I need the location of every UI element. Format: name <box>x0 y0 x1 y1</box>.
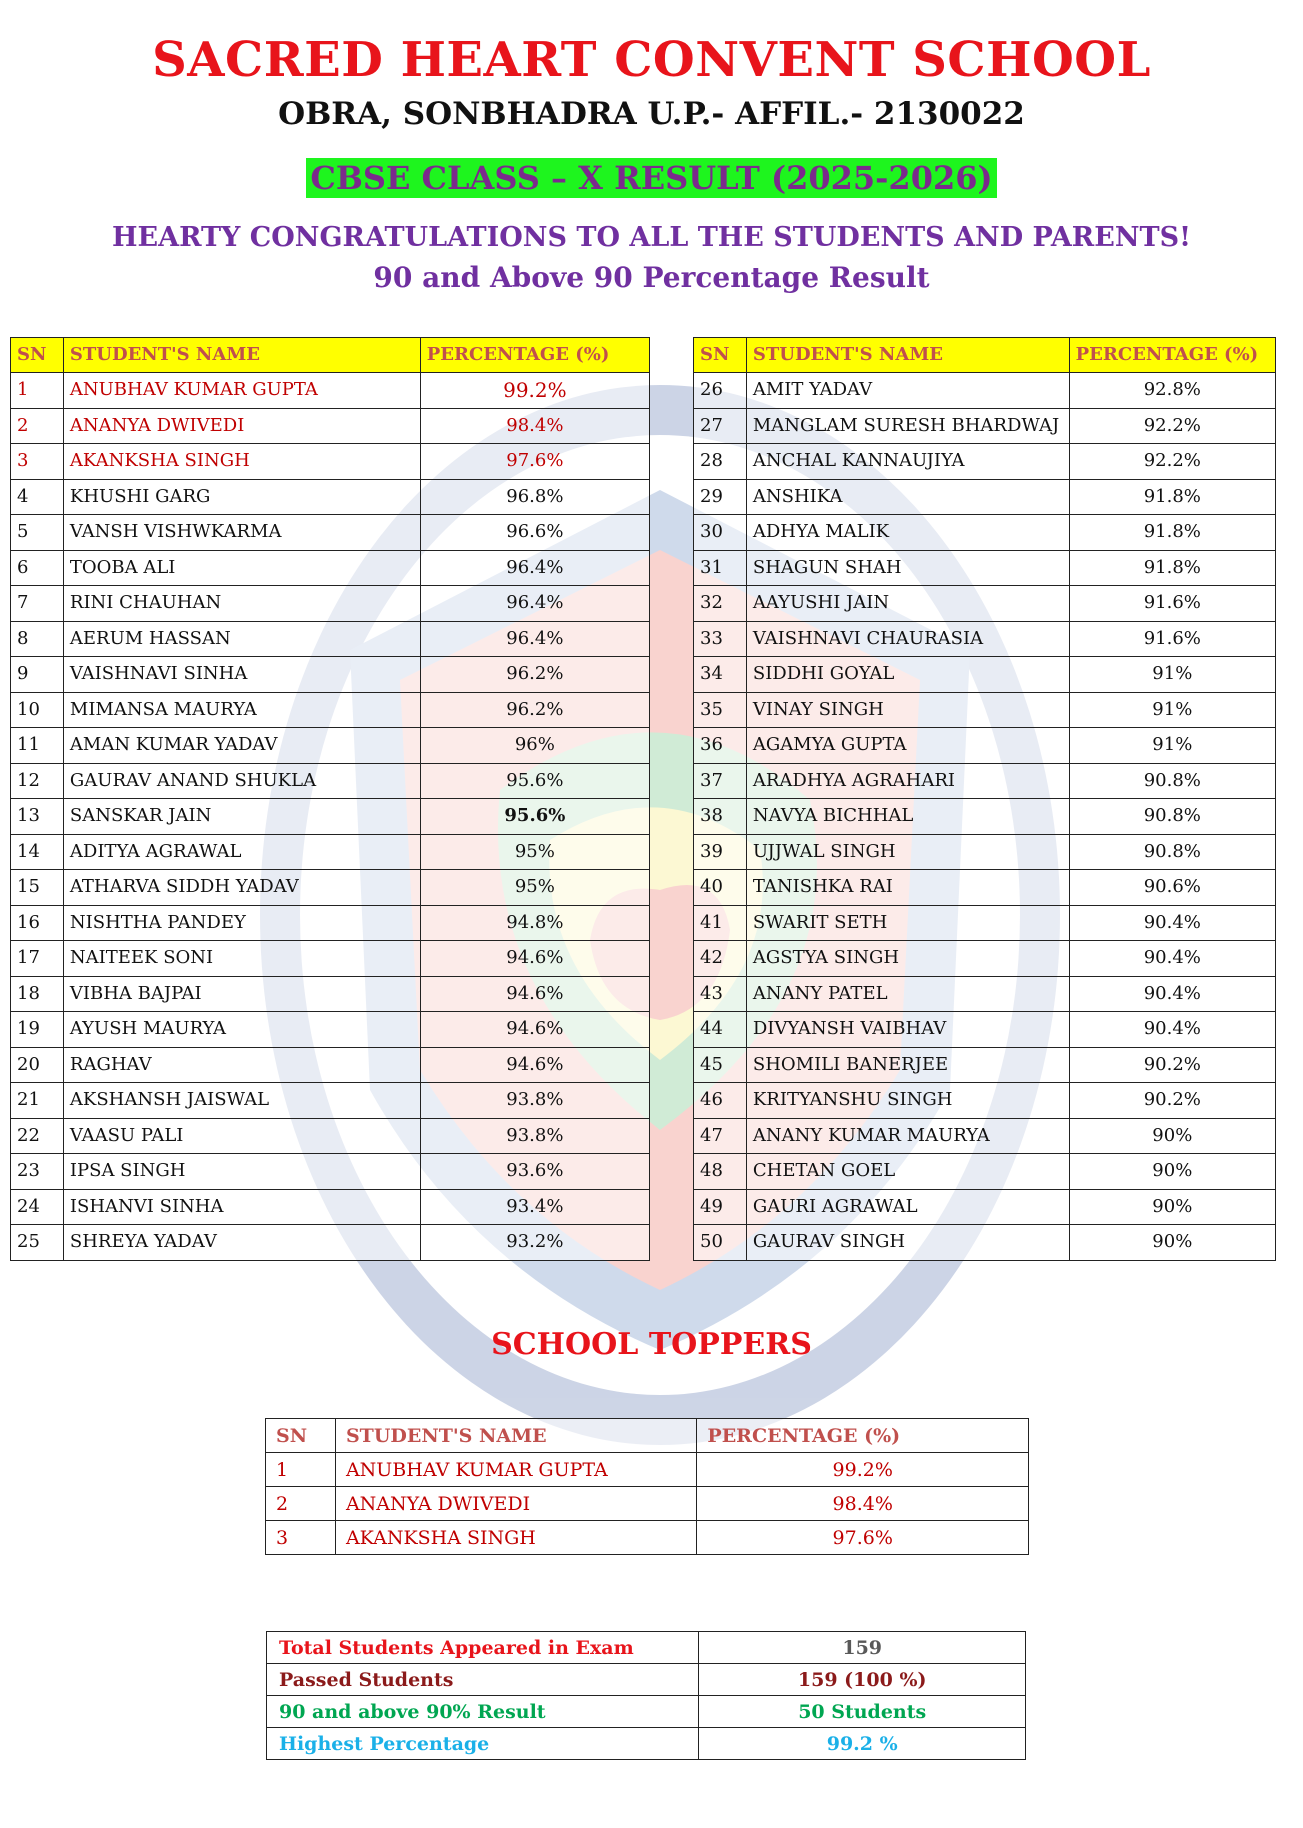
topper-sn: 2 <box>266 1487 336 1521</box>
row-student-name: ANSHIKA <box>746 479 1069 515</box>
row-sn: 25 <box>11 1225 64 1261</box>
school-address: OBRA, SONBHADRA U.P.- AFFIL.- 2130022 <box>278 96 1025 132</box>
row-sn: 40 <box>694 870 747 906</box>
result-title: CBSE CLASS – X RESULT (2025-2026) <box>306 158 996 198</box>
row-sn: 41 <box>694 905 747 941</box>
percentage-header: PERCENTAGE (%) <box>1069 338 1275 373</box>
table-row <box>11 692 650 728</box>
row-sn: 8 <box>11 621 64 657</box>
row-student-name: AGAMYA GUPTA <box>746 728 1069 764</box>
topper-row <box>266 1453 1029 1487</box>
table-row <box>11 976 650 1012</box>
table-row <box>694 408 1276 444</box>
result-subtitle: 90 and Above 90 Percentage Result <box>373 261 930 294</box>
row-sn: 23 <box>11 1154 64 1190</box>
table-row <box>11 1118 650 1154</box>
row-student-name: MANGLAM SURESH BHARDWAJ <box>746 408 1069 444</box>
row-percentage: 94.6% <box>420 1012 649 1048</box>
table-row <box>694 728 1276 764</box>
row-sn: 10 <box>11 692 64 728</box>
summary-row <box>267 1664 1026 1696</box>
row-percentage: 93.2% <box>420 1225 649 1261</box>
row-student-name: GAURAV SINGH <box>746 1225 1069 1261</box>
row-student-name: SHREYA YADAV <box>63 1225 420 1261</box>
row-percentage: 91.8% <box>1069 550 1275 586</box>
percentage-header: PERCENTAGE (%) <box>420 338 649 373</box>
row-sn: 5 <box>11 515 64 551</box>
row-sn: 30 <box>694 515 747 551</box>
row-percentage: 94.6% <box>420 1047 649 1083</box>
table-row <box>694 479 1276 515</box>
table-row <box>11 657 650 693</box>
table-row <box>11 1012 650 1048</box>
row-student-name: VIBHA BAJPAI <box>63 976 420 1012</box>
table-row <box>694 834 1276 870</box>
toppers-heading: SCHOOL TOPPERS <box>491 1327 812 1362</box>
row-percentage: 90.4% <box>1069 905 1275 941</box>
topper-sn: 3 <box>266 1521 336 1555</box>
table-row <box>11 763 650 799</box>
table-row <box>11 515 650 551</box>
topper-row <box>266 1521 1029 1555</box>
row-student-name: AMAN KUMAR YADAV <box>63 728 420 764</box>
row-student-name: ADHYA MALIK <box>746 515 1069 551</box>
table-row <box>11 870 650 906</box>
row-percentage: 95% <box>420 870 649 906</box>
row-sn: 43 <box>694 976 747 1012</box>
row-percentage: 99.2% <box>420 373 649 409</box>
row-sn: 22 <box>11 1118 64 1154</box>
row-percentage: 90.8% <box>1069 834 1275 870</box>
table-row <box>694 799 1276 835</box>
toppers-header-row <box>266 1419 1029 1453</box>
row-student-name: ISHANVI SINHA <box>63 1189 420 1225</box>
summary-label: 90 and above 90% Result <box>267 1696 699 1728</box>
row-student-name: ANUBHAV KUMAR GUPTA <box>63 373 420 409</box>
summary-label: Total Students Appeared in Exam <box>267 1632 699 1664</box>
row-percentage: 96.2% <box>420 692 649 728</box>
summary-row <box>267 1696 1026 1728</box>
row-sn: 31 <box>694 550 747 586</box>
row-percentage: 93.6% <box>420 1154 649 1190</box>
table-row <box>694 1154 1276 1190</box>
table-row <box>694 550 1276 586</box>
row-sn: 19 <box>11 1012 64 1048</box>
table-row <box>694 976 1276 1012</box>
row-sn: 15 <box>11 870 64 906</box>
results-table-left <box>10 337 650 1261</box>
row-sn: 46 <box>694 1083 747 1119</box>
row-sn: 34 <box>694 657 747 693</box>
row-student-name: AKANKSHA SINGH <box>63 444 420 480</box>
row-student-name: VINAY SINGH <box>746 692 1069 728</box>
row-student-name: VAISHNAVI CHAURASIA <box>746 621 1069 657</box>
table-row <box>11 1047 650 1083</box>
toppers-table <box>265 1418 1029 1555</box>
topper-name: ANANYA DWIVEDI <box>335 1487 696 1521</box>
row-student-name: MIMANSA MAURYA <box>63 692 420 728</box>
row-student-name: ANANYA DWIVEDI <box>63 408 420 444</box>
row-sn: 3 <box>11 444 64 480</box>
table-row <box>694 1012 1276 1048</box>
row-percentage: 93.4% <box>420 1189 649 1225</box>
table-row <box>11 408 650 444</box>
row-percentage: 90.2% <box>1069 1047 1275 1083</box>
row-percentage: 96.6% <box>420 515 649 551</box>
school-name: SACRED HEART CONVENT SCHOOL <box>152 32 1151 88</box>
row-percentage: 90.4% <box>1069 976 1275 1012</box>
row-student-name: ANANY KUMAR MAURYA <box>746 1118 1069 1154</box>
row-percentage: 90.4% <box>1069 941 1275 977</box>
row-percentage: 91.8% <box>1069 479 1275 515</box>
topper-percentage: 98.4% <box>697 1487 1029 1521</box>
sn-header: SN <box>694 338 747 373</box>
row-sn: 50 <box>694 1225 747 1261</box>
row-percentage: 95.6% <box>420 763 649 799</box>
table-row <box>11 621 650 657</box>
row-percentage: 96.2% <box>420 657 649 693</box>
topper-percentage: 97.6% <box>697 1521 1029 1555</box>
row-sn: 26 <box>694 373 747 409</box>
row-percentage: 90.4% <box>1069 1012 1275 1048</box>
row-sn: 36 <box>694 728 747 764</box>
row-student-name: KHUSHI GARG <box>63 479 420 515</box>
table-row <box>694 444 1276 480</box>
row-sn: 44 <box>694 1012 747 1048</box>
row-student-name: ARADHYA AGRAHARI <box>746 763 1069 799</box>
table-row <box>694 515 1276 551</box>
row-percentage: 92.2% <box>1069 408 1275 444</box>
row-sn: 16 <box>11 905 64 941</box>
summary-label: Highest Percentage <box>267 1728 699 1760</box>
row-sn: 7 <box>11 586 64 622</box>
topper-row <box>266 1487 1029 1521</box>
summary-value: 50 Students <box>699 1696 1026 1728</box>
row-sn: 17 <box>11 941 64 977</box>
table-row <box>11 586 650 622</box>
row-percentage: 95% <box>420 834 649 870</box>
row-sn: 49 <box>694 1189 747 1225</box>
table-row <box>694 870 1276 906</box>
row-student-name: NISHTHA PANDEY <box>63 905 420 941</box>
row-student-name: NAVYA BICHHAL <box>746 799 1069 835</box>
row-percentage: 91.6% <box>1069 621 1275 657</box>
row-percentage: 94.8% <box>420 905 649 941</box>
table-row <box>11 1083 650 1119</box>
row-percentage: 96.4% <box>420 621 649 657</box>
row-percentage: 97.6% <box>420 444 649 480</box>
row-percentage: 91% <box>1069 692 1275 728</box>
row-sn: 37 <box>694 763 747 799</box>
row-percentage: 92.8% <box>1069 373 1275 409</box>
summary-value: 159 (100 %) <box>699 1664 1026 1696</box>
summary-row <box>267 1632 1026 1664</box>
row-student-name: SWARIT SETH <box>746 905 1069 941</box>
table-row <box>694 763 1276 799</box>
table-row <box>11 1225 650 1261</box>
row-student-name: VAISHNAVI SINHA <box>63 657 420 693</box>
row-student-name: AERUM HASSAN <box>63 621 420 657</box>
row-sn: 24 <box>11 1189 64 1225</box>
table-row <box>694 1083 1276 1119</box>
row-sn: 27 <box>694 408 747 444</box>
row-percentage: 94.6% <box>420 941 649 977</box>
percentage-header: PERCENTAGE (%) <box>697 1419 1029 1453</box>
row-percentage: 93.8% <box>420 1118 649 1154</box>
row-student-name: UJJWAL SINGH <box>746 834 1069 870</box>
row-percentage: 90.8% <box>1069 763 1275 799</box>
table-row <box>11 799 650 835</box>
table-row <box>694 586 1276 622</box>
row-sn: 47 <box>694 1118 747 1154</box>
row-percentage: 90.8% <box>1069 799 1275 835</box>
row-percentage: 96.4% <box>420 586 649 622</box>
row-sn: 13 <box>11 799 64 835</box>
table-row <box>694 657 1276 693</box>
row-student-name: ATHARVA SIDDH YADAV <box>63 870 420 906</box>
name-header: STUDENT'S NAME <box>335 1419 696 1453</box>
table-row <box>11 941 650 977</box>
row-percentage: 91.8% <box>1069 515 1275 551</box>
row-student-name: ANANY PATEL <box>746 976 1069 1012</box>
row-percentage: 96.8% <box>420 479 649 515</box>
table-row <box>11 905 650 941</box>
row-student-name: GAURI AGRAWAL <box>746 1189 1069 1225</box>
table-row <box>694 905 1276 941</box>
table-row <box>694 1118 1276 1154</box>
table-row <box>11 373 650 409</box>
row-sn: 29 <box>694 479 747 515</box>
row-percentage: 90% <box>1069 1118 1275 1154</box>
row-sn: 28 <box>694 444 747 480</box>
table-header-row <box>694 338 1276 373</box>
summary-value: 99.2 % <box>699 1728 1026 1760</box>
results-table-right <box>693 337 1276 1261</box>
row-percentage: 91% <box>1069 728 1275 764</box>
name-header: STUDENT'S NAME <box>746 338 1069 373</box>
row-student-name: AGSTYA SINGH <box>746 941 1069 977</box>
summary-label: Passed Students <box>267 1664 699 1696</box>
row-percentage: 95.6% <box>420 799 649 835</box>
table-row <box>11 834 650 870</box>
row-sn: 4 <box>11 479 64 515</box>
sn-header: SN <box>266 1419 336 1453</box>
row-sn: 11 <box>11 728 64 764</box>
row-student-name: AYUSH MAURYA <box>63 1012 420 1048</box>
table-row <box>694 621 1276 657</box>
row-sn: 33 <box>694 621 747 657</box>
row-sn: 42 <box>694 941 747 977</box>
table-row <box>694 1189 1276 1225</box>
row-sn: 32 <box>694 586 747 622</box>
row-student-name: TOOBA ALI <box>63 550 420 586</box>
row-student-name: TANISHKA RAI <box>746 870 1069 906</box>
row-student-name: KRITYANSHU SINGH <box>746 1083 1069 1119</box>
row-sn: 48 <box>694 1154 747 1190</box>
row-percentage: 98.4% <box>420 408 649 444</box>
row-sn: 12 <box>11 763 64 799</box>
table-row <box>694 373 1276 409</box>
row-percentage: 90.6% <box>1069 870 1275 906</box>
row-percentage: 91.6% <box>1069 586 1275 622</box>
table-row <box>694 1225 1276 1261</box>
row-sn: 18 <box>11 976 64 1012</box>
row-sn: 1 <box>11 373 64 409</box>
row-student-name: ADITYA AGRAWAL <box>63 834 420 870</box>
row-student-name: NAITEEK SONI <box>63 941 420 977</box>
summary-table <box>266 1631 1026 1760</box>
summary-row <box>267 1728 1026 1760</box>
row-sn: 38 <box>694 799 747 835</box>
row-student-name: SHOMILI BANERJEE <box>746 1047 1069 1083</box>
table-header-row <box>11 338 650 373</box>
row-sn: 14 <box>11 834 64 870</box>
table-row <box>694 692 1276 728</box>
table-row <box>694 941 1276 977</box>
row-sn: 39 <box>694 834 747 870</box>
row-student-name: SHAGUN SHAH <box>746 550 1069 586</box>
row-student-name: VANSH VISHWKARMA <box>63 515 420 551</box>
row-sn: 6 <box>11 550 64 586</box>
row-percentage: 90% <box>1069 1154 1275 1190</box>
row-percentage: 90% <box>1069 1225 1275 1261</box>
name-header: STUDENT'S NAME <box>63 338 420 373</box>
table-row <box>11 728 650 764</box>
row-sn: 45 <box>694 1047 747 1083</box>
row-student-name: RAGHAV <box>63 1047 420 1083</box>
topper-sn: 1 <box>266 1453 336 1487</box>
row-sn: 20 <box>11 1047 64 1083</box>
row-student-name: SANSKAR JAIN <box>63 799 420 835</box>
row-percentage: 90.2% <box>1069 1083 1275 1119</box>
table-row <box>11 444 650 480</box>
row-student-name: SIDDHI GOYAL <box>746 657 1069 693</box>
row-student-name: AMIT YADAV <box>746 373 1069 409</box>
row-sn: 9 <box>11 657 64 693</box>
row-percentage: 91% <box>1069 657 1275 693</box>
table-row <box>11 550 650 586</box>
table-row <box>11 1154 650 1190</box>
row-percentage: 92.2% <box>1069 444 1275 480</box>
row-student-name: AAYUSHI JAIN <box>746 586 1069 622</box>
row-percentage: 96.4% <box>420 550 649 586</box>
table-row <box>694 1047 1276 1083</box>
table-row <box>11 479 650 515</box>
row-sn: 2 <box>11 408 64 444</box>
row-sn: 21 <box>11 1083 64 1119</box>
summary-value: 159 <box>699 1632 1026 1664</box>
row-student-name: DIVYANSH VAIBHAV <box>746 1012 1069 1048</box>
row-percentage: 94.6% <box>420 976 649 1012</box>
topper-name: ANUBHAV KUMAR GUPTA <box>335 1453 696 1487</box>
row-percentage: 93.8% <box>420 1083 649 1119</box>
congratulations-message: HEARTY CONGRATULATIONS TO ALL THE STUDENTS AND PARENTS! <box>112 222 1191 253</box>
row-percentage: 96% <box>420 728 649 764</box>
table-row <box>11 1189 650 1225</box>
sn-header: SN <box>11 338 64 373</box>
row-student-name: VAASU PALI <box>63 1118 420 1154</box>
topper-name: AKANKSHA SINGH <box>335 1521 696 1555</box>
row-student-name: GAURAV ANAND SHUKLA <box>63 763 420 799</box>
row-student-name: IPSA SINGH <box>63 1154 420 1190</box>
row-sn: 35 <box>694 692 747 728</box>
topper-percentage: 99.2% <box>697 1453 1029 1487</box>
row-student-name: ANCHAL KANNAUJIYA <box>746 444 1069 480</box>
row-student-name: RINI CHAUHAN <box>63 586 420 622</box>
row-percentage: 90% <box>1069 1189 1275 1225</box>
row-student-name: CHETAN GOEL <box>746 1154 1069 1190</box>
row-student-name: AKSHANSH JAISWAL <box>63 1083 420 1119</box>
